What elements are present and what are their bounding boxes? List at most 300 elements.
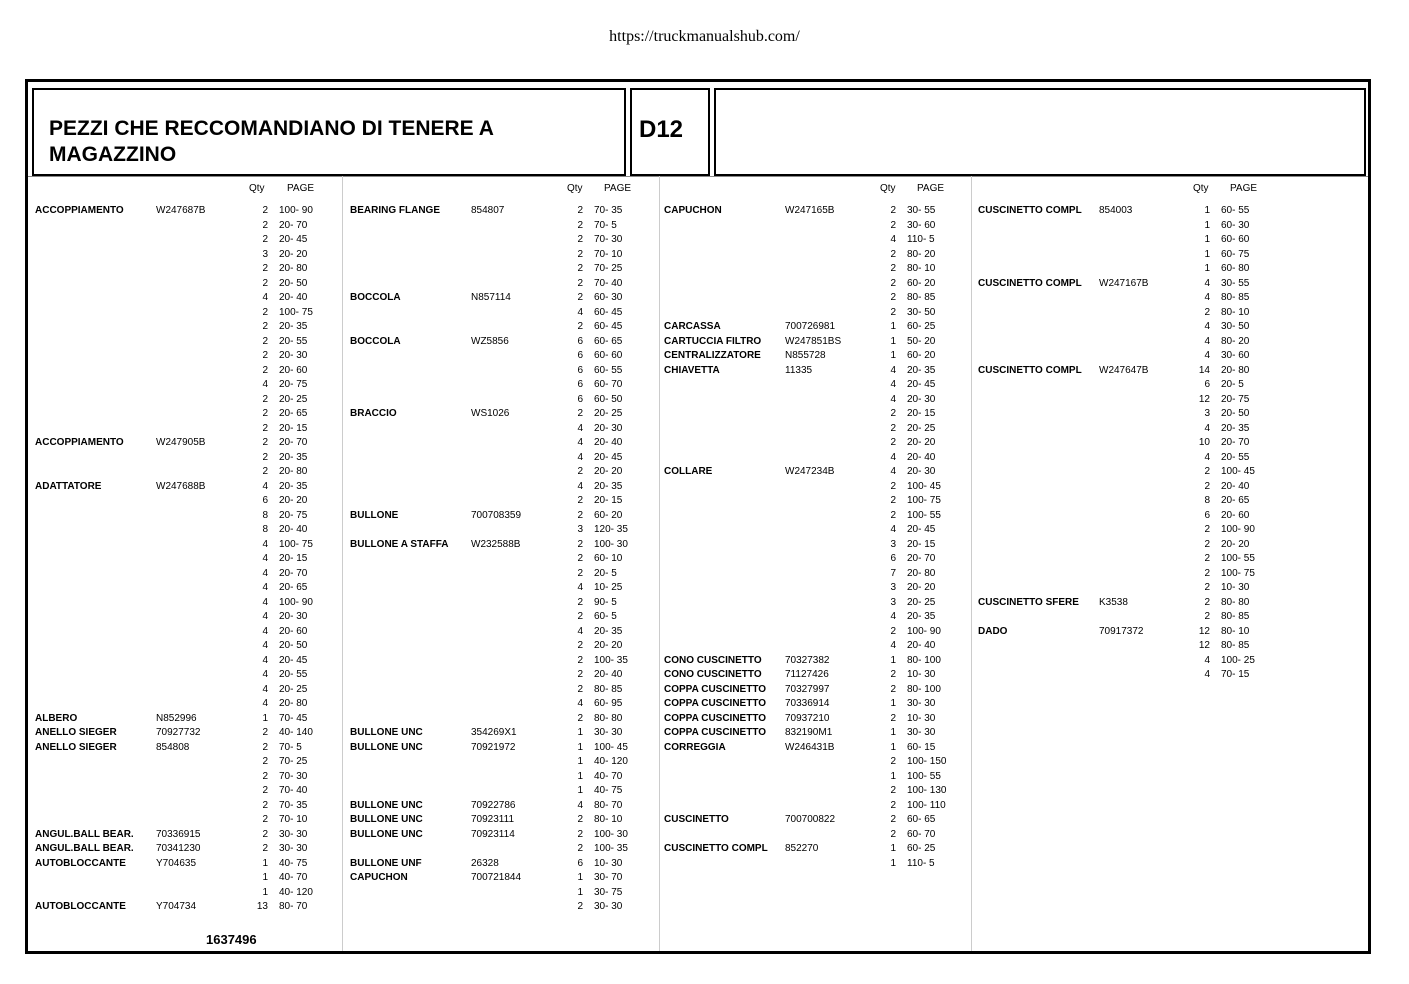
part-qty: 6 [577,364,583,376]
part-qty: 2 [577,205,583,216]
part-page: 80- 10 [907,263,936,274]
part-row [350,770,654,784]
column-divider [342,176,343,951]
part-qty: 3 [262,248,268,260]
part-qty: 2 [1204,538,1210,550]
part-page: 100- 35 [594,654,628,666]
part-row [664,407,967,421]
part-row [350,697,654,711]
part-row [350,538,654,552]
part-name: ANGUL.BALL BEAR. [35,828,134,840]
part-page: 80- 100 [907,654,941,666]
part-qty: 2 [262,451,268,463]
part-qty: 2 [577,828,583,840]
part-row [35,233,339,247]
part-row [350,857,654,871]
part-qty: 2 [577,234,583,245]
part-row [35,712,339,726]
part-row [664,857,967,871]
part-qty: 6 [1204,379,1210,390]
section-code-box [630,88,710,176]
part-row [350,364,654,378]
part-name: COPPA CUSCINETTO [664,727,767,738]
part-qty: 2 [1204,596,1210,608]
part-qty: 4 [262,379,268,390]
part-qty: 3 [1204,408,1210,419]
part-name: AUTOBLOCCANTE [35,857,126,869]
part-qty: 4 [577,451,583,463]
part-row [664,567,967,581]
part-qty: 2 [577,321,583,332]
part-row [35,451,339,465]
part-code: WS1026 [471,408,510,419]
part-page: 20- 75 [279,379,308,390]
part-row [664,233,967,247]
part-row [978,422,1281,436]
part-page: 20- 25 [594,408,623,419]
part-page: 110- 5 [907,857,935,869]
part-page: 30- 50 [1221,321,1250,332]
part-page: 30- 30 [279,828,308,840]
part-row [35,741,339,755]
part-code: WZ5856 [471,335,509,347]
part-row [978,552,1281,566]
part-row [664,610,967,624]
part-page: 10- 25 [594,582,623,593]
part-row [35,668,339,682]
part-qty: 6 [577,335,583,347]
part-row [35,509,339,523]
part-name: BULLONE A STAFFA [350,538,449,550]
part-qty: 2 [890,625,896,637]
part-qty: 2 [577,669,583,680]
qty-header: Qty [567,183,583,194]
part-page: 100- 55 [1221,553,1255,564]
part-name: AUTOBLOCCANTE [35,901,126,912]
part-code: W247165B [785,205,835,216]
part-row [978,306,1281,320]
part-page: 20- 75 [279,509,308,521]
page-header: PAGE [917,183,945,194]
part-code: W247905B [156,437,206,448]
part-row [350,291,654,305]
part-code: 700721844 [471,872,522,883]
part-row [664,393,967,407]
part-row [664,741,967,755]
qty-header: Qty [880,183,896,194]
part-code: 700726981 [785,321,836,332]
part-qty: 13 [256,901,268,912]
part-qty: 6 [1204,509,1210,521]
part-page: 100- 90 [1221,524,1255,535]
part-name: ANELLO SIEGER [35,741,117,753]
part-qty: 1 [1204,234,1210,245]
part-qty: 4 [890,393,896,405]
part-row [35,886,339,900]
part-row [35,262,339,276]
part-qty: 8 [1204,495,1210,506]
part-row [350,262,654,276]
part-row [664,538,967,552]
part-qty: 1 [890,350,896,361]
part-page: 20- 35 [907,364,936,376]
part-page: 70- 15 [1221,669,1250,680]
part-page: 40- 120 [279,886,313,898]
part-qty: 1 [890,727,896,738]
part-row [35,306,339,320]
part-qty: 6 [577,393,583,405]
part-row [664,581,967,595]
part-qty: 2 [262,234,268,245]
part-qty: 2 [577,408,583,419]
part-qty: 2 [890,277,896,289]
part-qty: 1 [1204,205,1210,216]
part-qty: 2 [890,306,896,318]
part-page: 60- 5 [594,611,617,622]
part-qty: 2 [262,364,268,376]
part-page: 20- 55 [279,669,308,680]
part-page: 20- 55 [1221,451,1250,463]
part-qty: 2 [577,466,583,477]
part-row [35,596,339,610]
part-qty: 2 [890,219,896,231]
part-page: 20- 40 [907,451,936,463]
part-row [978,451,1281,465]
part-qty: 4 [1204,669,1210,680]
part-page: 20- 25 [907,596,936,608]
part-row [978,436,1281,450]
part-page: 60- 45 [594,306,623,318]
part-page: 90- 5 [594,596,617,608]
part-qty: 2 [890,292,896,303]
part-row [664,436,967,450]
part-qty: 4 [1204,654,1210,666]
part-row [35,523,339,537]
part-name: BULLONE UNC [350,741,423,753]
part-qty: 2 [577,495,583,506]
part-qty: 1 [577,770,583,782]
part-code: W247167B [1099,277,1149,289]
part-code: W232588B [471,538,521,550]
part-row [664,480,967,494]
part-row [350,277,654,291]
part-name: CUSCINETTO COMPL [664,843,768,854]
part-row [978,233,1281,247]
part-page: 40- 70 [594,770,623,782]
part-row [664,726,967,740]
part-qty: 4 [262,640,268,651]
part-qty: 2 [577,277,583,289]
part-code: N855728 [785,350,826,361]
part-code: W247647B [1099,364,1149,376]
part-page: 80- 20 [907,248,936,260]
part-row [350,523,654,537]
part-row [35,755,339,769]
part-qty: 4 [262,611,268,622]
part-qty: 2 [577,538,583,550]
part-page: 20- 50 [279,640,308,651]
part-row [978,204,1281,218]
part-qty: 1 [890,843,896,854]
part-row [978,538,1281,552]
part-page: 30- 60 [1221,350,1250,361]
part-code: 700708359 [471,509,522,521]
part-page: 20- 35 [279,321,308,332]
part-page: 60- 55 [594,364,623,376]
part-row [350,306,654,320]
part-row [35,378,339,392]
part-row [35,654,339,668]
part-row [35,335,339,349]
part-row [978,610,1281,624]
part-page: 100- 45 [594,741,628,753]
part-page: 20- 60 [1221,509,1250,521]
part-qty: 1 [577,886,583,898]
part-qty: 4 [890,611,896,622]
part-row [978,277,1281,291]
part-row [978,262,1281,276]
part-page: 100- 150 [907,756,947,767]
part-page: 60- 45 [594,321,623,332]
part-page: 80- 85 [1221,611,1250,622]
part-qty: 2 [262,277,268,289]
part-code: N852996 [156,712,197,724]
part-page: 20- 75 [1221,393,1250,405]
page-header: PAGE [1230,183,1258,194]
part-qty: 2 [262,770,268,782]
part-qty: 4 [1204,422,1210,434]
part-row [664,813,967,827]
part-page: 20- 30 [907,466,936,477]
part-code: 354269X1 [471,727,517,738]
part-qty: 2 [262,466,268,477]
part-row [664,784,967,798]
part-qty: 3 [890,582,896,593]
part-qty: 4 [577,625,583,637]
part-row [35,407,339,421]
part-name: CUSCINETTO SFERE [978,596,1079,608]
part-row [664,828,967,842]
part-qty: 4 [262,538,268,550]
part-code: 70923114 [471,828,515,840]
part-row [35,494,339,508]
part-code: N857114 [471,292,511,303]
part-qty: 4 [262,553,268,564]
part-page: 60- 20 [907,350,936,361]
part-qty: 4 [577,437,583,448]
part-row [350,509,654,523]
part-row [978,335,1281,349]
part-qty: 4 [262,582,268,593]
part-qty: 4 [1204,335,1210,347]
part-page: 60- 25 [907,321,936,332]
part-page: 30- 55 [907,205,936,216]
part-qty: 1 [577,872,583,883]
part-qty: 4 [577,582,583,593]
part-qty: 2 [890,263,896,274]
part-code: 70922786 [471,799,516,811]
part-page: 80- 10 [1221,306,1250,318]
part-row [664,451,967,465]
qty-header: Qty [249,183,265,194]
part-page: 20- 40 [594,669,623,680]
part-row [350,741,654,755]
part-qty: 4 [262,669,268,680]
part-page: 60- 65 [907,814,936,825]
part-row [35,480,339,494]
part-page: 20- 15 [907,408,936,419]
part-qty: 2 [262,756,268,767]
part-qty: 2 [262,437,268,448]
part-page: 80- 10 [594,814,623,825]
part-page: 20- 70 [279,219,308,231]
part-row [35,277,339,291]
part-page: 20- 30 [279,611,308,622]
part-row [664,799,967,813]
part-qty: 2 [577,654,583,666]
part-code: 854003 [1099,205,1133,216]
part-page: 60- 95 [594,698,623,709]
part-page: 30- 30 [907,727,936,738]
part-qty: 2 [890,683,896,695]
part-row [35,813,339,827]
part-row [664,683,967,697]
part-row [664,306,967,320]
part-qty: 2 [262,335,268,347]
part-row [35,567,339,581]
part-qty: 1 [890,857,896,869]
page-header: PAGE [287,183,315,194]
part-row [35,349,339,363]
part-row [978,465,1281,479]
part-row [350,683,654,697]
part-qty: 4 [1204,451,1210,463]
part-row [350,712,654,726]
part-name: COPPA CUSCINETTO [664,712,767,724]
part-page: 20- 30 [907,393,936,405]
part-page: 30- 70 [594,872,623,883]
part-row [664,654,967,668]
part-page: 20- 45 [907,379,936,390]
part-code: 832190M1 [785,727,833,738]
part-page: 20- 40 [279,524,308,535]
part-row [35,900,339,914]
part-page: 80- 80 [594,712,623,724]
part-name: DADO [978,625,1008,637]
part-page: 30- 30 [279,843,308,854]
part-qty: 2 [890,828,896,840]
part-qty: 2 [262,814,268,825]
part-qty: 6 [577,857,583,869]
part-row [978,509,1281,523]
part-row [35,320,339,334]
part-row [350,233,654,247]
part-row [664,770,967,784]
part-page: 20- 40 [594,437,623,448]
part-page: 70- 25 [594,263,623,274]
section-code: D12 [639,116,684,143]
part-qty: 4 [577,698,583,709]
part-page: 20- 25 [907,422,936,434]
title-box [32,88,626,176]
part-page: 100- 45 [907,480,941,492]
part-page: 20- 20 [594,640,623,651]
part-row [350,494,654,508]
part-page: 100- 45 [1221,466,1255,477]
blank-header-box [714,88,1366,176]
part-name: BRACCIO [350,408,397,419]
part-code: 70937210 [785,712,830,724]
part-page: 10- 30 [907,669,936,680]
part-code: W247687B [156,205,206,216]
part-code: 70327997 [785,683,830,695]
part-qty: 2 [577,596,583,608]
part-page: 20- 45 [907,524,936,535]
part-qty: 8 [262,509,268,521]
part-row [35,639,339,653]
part-row [978,364,1281,378]
part-qty: 4 [890,451,896,463]
part-row [664,552,967,566]
part-row [350,219,654,233]
part-row [978,320,1281,334]
part-qty: 2 [262,263,268,274]
title-line-1: PEZZI CHE RECCOMANDIANO DI TENERE A [49,117,494,140]
part-page: 20- 50 [1221,408,1250,419]
part-qty: 1 [890,698,896,709]
part-qty: 1 [262,857,268,869]
part-row [350,407,654,421]
part-qty: 2 [1204,524,1210,535]
part-row [664,523,967,537]
part-qty: 4 [890,234,896,245]
part-page: 20- 60 [279,625,308,637]
part-row [35,726,339,740]
part-page: 60- 60 [1221,234,1250,245]
part-qty: 1 [577,785,583,796]
part-qty: 4 [262,654,268,666]
part-page: 20- 70 [907,553,936,564]
part-row [350,248,654,262]
part-qty: 3 [890,538,896,550]
part-qty: 4 [262,698,268,709]
part-row [664,248,967,262]
part-page: 80- 85 [594,683,623,695]
part-qty: 2 [890,205,896,216]
part-qty: 2 [262,393,268,405]
part-code: 70327382 [785,654,830,666]
part-page: 10- 30 [594,857,623,869]
part-page: 40- 75 [279,857,308,869]
part-page: 60- 25 [907,843,936,854]
part-code: 71127426 [785,669,829,680]
part-name: COLLARE [664,466,713,477]
part-row [35,465,339,479]
part-row [664,842,967,856]
part-page: 60- 55 [1221,205,1250,216]
part-name: ADATTATORE [35,480,102,492]
part-row [350,465,654,479]
part-row [35,683,339,697]
column-divider [659,176,660,951]
part-page: 80- 70 [594,799,623,811]
part-code: Y704635 [156,857,197,869]
part-page: 70- 35 [279,799,308,811]
part-qty: 2 [262,321,268,332]
part-page: 20- 35 [594,625,623,637]
part-row [350,871,654,885]
part-name: CONO CUSCINETTO [664,654,762,666]
